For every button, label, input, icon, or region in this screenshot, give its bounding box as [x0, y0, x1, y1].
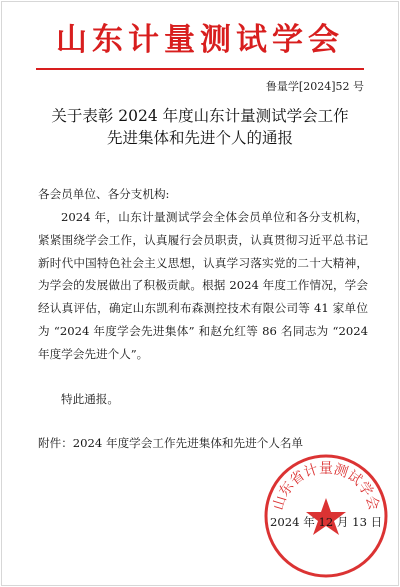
title-line-2: 先进集体和先进个人的通报	[106, 129, 293, 147]
attachment-line: 附件：2024 年度学会工作先进集体和先进个人名单	[38, 436, 304, 450]
document-title	[30, 105, 370, 149]
issue-date: 2024 年 12 月 13 日	[270, 515, 383, 529]
document-number: 鲁量学[2024]52 号	[265, 80, 364, 93]
salutation: 各会员单位、各分支机构:	[38, 187, 170, 201]
header-divider	[36, 68, 364, 70]
seal-text: 山东省计量测试学会	[270, 460, 382, 513]
org-header: 山东计量测试学会	[56, 22, 344, 58]
title-line-1: 关于表彰 2024 年度山东计量测试学会工作	[51, 107, 349, 125]
closing-line: 特此通报。	[61, 392, 119, 406]
body-paragraph: 2024 年，山东计量测试学会全体会员单位和各分支机构，紧紧围绕学会工作，认真履行会员职责，认真贯彻习近平总书记新时代中国特色社会主义思想，认真学习落实党的二十大精神，为学会的发展做出了积极贡献。根据 2024 年度工作情况，学会经认真评估，确定山东凯利布森测控技术有限公司等 41 家单位为 “2024 年度学会先进集体” 和赵允红等 86 名同志为 “2024 年度学会先进个人”。	[38, 210, 368, 361]
